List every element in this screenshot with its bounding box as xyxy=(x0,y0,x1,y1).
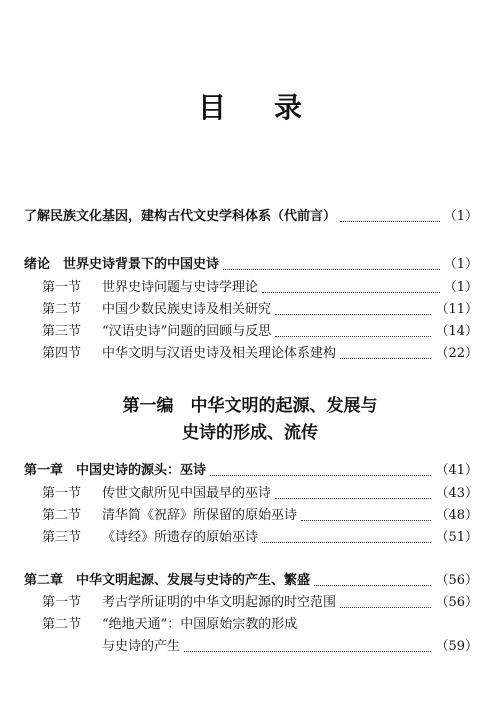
toc-entry-intro-s4[interactable] xyxy=(24,345,478,363)
entry-page: （43） xyxy=(435,486,478,501)
leader-dots xyxy=(262,292,440,293)
entry-page: （48） xyxy=(435,508,478,523)
leader-dots xyxy=(340,221,440,222)
leader-dots xyxy=(184,651,431,652)
section-number: 第二节 xyxy=(42,617,82,632)
entry-label: 绪论 世界史诗背景下的中国史诗 xyxy=(24,257,220,272)
leader-dots xyxy=(314,585,431,586)
entry-page: （1） xyxy=(443,280,478,295)
entry-label: 中国少数民族史诗及相关研究 xyxy=(102,302,272,317)
title-char-right: 录 xyxy=(274,91,303,124)
entry-label: “汉语史诗”问题的回顾与反思 xyxy=(102,324,272,339)
part-title-line1: 第一编 中华文明的起源、发展与 xyxy=(122,396,378,416)
section-number: 第四节 xyxy=(42,346,82,361)
entry-label: 考古学所证明的中华文明起源的时空范围 xyxy=(102,595,337,610)
entry-page: （56） xyxy=(435,573,478,588)
entry-page: （11） xyxy=(435,302,478,317)
toc-entry-ch2[interactable] xyxy=(24,572,478,590)
entry-label: 与史诗的产生 xyxy=(102,639,181,654)
toc-entry-ch1-s2[interactable] xyxy=(24,507,478,525)
toc-entry-preface[interactable] xyxy=(24,208,478,226)
entry-page: （59） xyxy=(435,639,478,654)
leader-dots xyxy=(275,336,431,337)
toc-entry-ch1-s3[interactable] xyxy=(24,529,478,547)
section-number: 第二节 xyxy=(42,302,82,317)
entry-label: 第一章 中国史诗的源头：巫诗 xyxy=(24,463,207,478)
entry-label: 清华简《祝辞》所保留的原始巫诗 xyxy=(102,508,298,523)
leader-dots xyxy=(210,475,431,476)
entry-page: （14） xyxy=(435,324,478,339)
toc-entry-ch1-s1[interactable] xyxy=(24,485,478,503)
entry-label: 第二章 中华文明起源、发展与史诗的产生、繁盛 xyxy=(24,573,311,588)
toc-entry-intro[interactable] xyxy=(24,256,478,274)
leader-dots xyxy=(340,607,431,608)
leader-dots xyxy=(223,269,440,270)
page-title xyxy=(0,86,500,126)
entry-page: （41） xyxy=(435,463,478,478)
entry-label: 了解民族文化基因，建构古代文史学科体系（代前言） xyxy=(24,209,337,224)
section-number: 第三节 xyxy=(42,530,82,545)
toc-entry-ch2-s2[interactable] xyxy=(24,616,478,634)
entry-page: （1） xyxy=(443,209,478,224)
entry-label: 传世文献所见中国最早的巫诗 xyxy=(102,486,272,501)
section-number: 第一节 xyxy=(42,280,82,295)
section-number: 第一节 xyxy=(42,486,82,501)
section-number: 第二节 xyxy=(42,508,82,523)
toc-entry-ch2-s2-cont[interactable] xyxy=(24,638,478,656)
section-number: 第一节 xyxy=(42,595,82,610)
toc-entry-ch2-s1[interactable] xyxy=(24,594,478,612)
leader-dots xyxy=(275,314,431,315)
toc-entry-intro-s1[interactable] xyxy=(24,279,478,297)
entry-label: 《诗经》所遗存的原始巫诗 xyxy=(102,530,259,545)
section-number: 第三节 xyxy=(42,324,82,339)
entry-label: “绝地天通”：中国原始宗教的形成 xyxy=(102,617,298,632)
toc-entry-intro-s2[interactable] xyxy=(24,301,478,319)
toc-entry-ch1[interactable] xyxy=(24,462,478,480)
entry-page: （1） xyxy=(443,257,478,272)
leader-dots xyxy=(262,542,431,543)
entry-label: 中华文明与汉语史诗及相关理论体系建构 xyxy=(102,346,337,361)
leader-dots xyxy=(301,520,431,521)
leader-dots xyxy=(340,358,431,359)
part-title-line2: 史诗的形成、流传 xyxy=(182,423,318,443)
title-char-left: 目 xyxy=(197,91,226,124)
entry-page: （56） xyxy=(435,595,478,610)
entry-label: 世界史诗问题与史诗学理论 xyxy=(102,280,259,295)
entry-page: （51） xyxy=(435,530,478,545)
entry-page: （22） xyxy=(435,346,478,361)
leader-dots xyxy=(275,498,431,499)
toc-entry-intro-s3[interactable] xyxy=(24,323,478,341)
